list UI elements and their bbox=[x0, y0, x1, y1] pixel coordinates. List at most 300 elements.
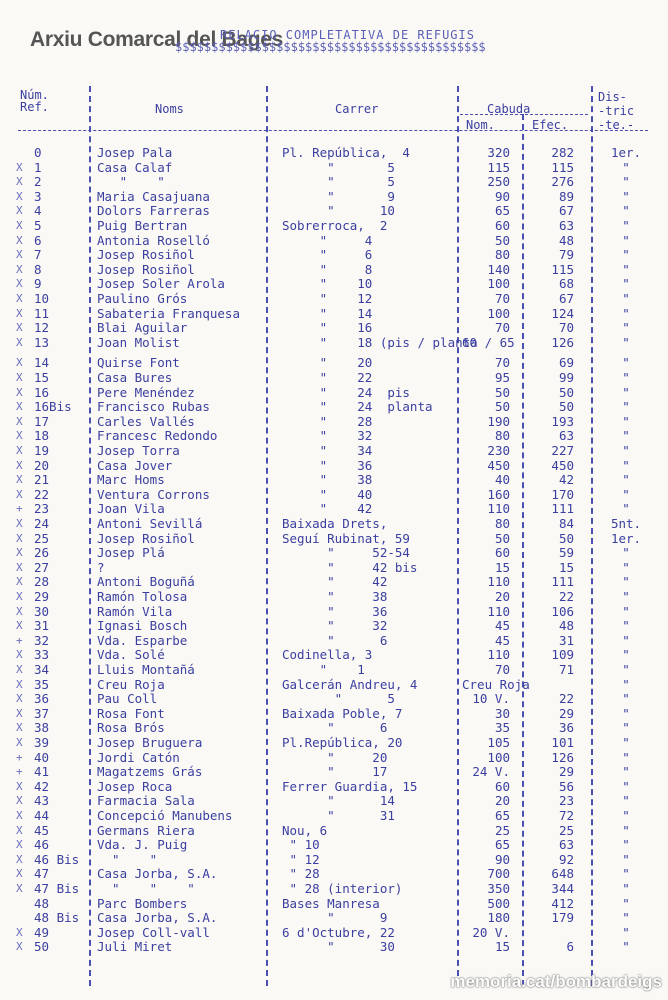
row-ref: 30 bbox=[34, 603, 50, 619]
row-capacity-effective: 111 bbox=[551, 574, 574, 590]
row-mark: X bbox=[16, 604, 23, 618]
row-capacity-nominal: 450 bbox=[487, 457, 510, 473]
table-row bbox=[0, 765, 668, 779]
row-mark: X bbox=[16, 692, 23, 706]
row-capacity-nominal: 60 bbox=[494, 778, 510, 794]
row-capacity-effective: 344 bbox=[551, 881, 574, 896]
row-mark: X bbox=[16, 925, 23, 939]
row-capacity-nominal: 90 bbox=[494, 188, 510, 204]
row-capacity-nominal: 30 bbox=[494, 705, 510, 721]
row-ref: 12 bbox=[34, 320, 50, 336]
header-districte-2: -tric bbox=[598, 104, 635, 118]
row-name: Quirse Font bbox=[97, 355, 180, 371]
row-ref: 23 bbox=[34, 501, 50, 517]
row-capacity-effective: 111 bbox=[551, 501, 574, 517]
row-capacity-nominal: 80 bbox=[494, 428, 510, 444]
row-capacity-nominal: 65 bbox=[494, 203, 510, 219]
row-capacity-nominal: 50 bbox=[494, 399, 510, 415]
row-capacity-effective: 22 bbox=[558, 691, 574, 707]
row-mark: X bbox=[16, 458, 23, 472]
row-name: Blai Aguilar bbox=[97, 320, 188, 336]
row-capacity-nominal: 65 bbox=[494, 808, 510, 823]
row-name: Paulino Grós bbox=[97, 291, 188, 306]
row-street: " 28 (interior) bbox=[282, 881, 403, 896]
row-street: " 38 bbox=[282, 472, 373, 488]
row-ref: 26 bbox=[34, 545, 50, 561]
row-mark: X bbox=[16, 867, 23, 881]
row-capacity-nominal: 70 bbox=[494, 355, 510, 371]
row-mark: X bbox=[16, 794, 23, 808]
table-row bbox=[0, 736, 668, 750]
row-district: " bbox=[622, 720, 630, 736]
row-district: " bbox=[622, 276, 630, 292]
row-mark: + bbox=[16, 502, 23, 516]
row-mark: X bbox=[16, 277, 23, 291]
row-mark: X bbox=[16, 823, 23, 837]
row-street: " 52-54 bbox=[282, 545, 410, 561]
row-street: " 6 bbox=[282, 632, 388, 648]
row-ref: 32 bbox=[34, 632, 50, 648]
row-street: " 12 bbox=[282, 851, 320, 867]
row-mark: X bbox=[16, 414, 23, 428]
row-district: " bbox=[622, 486, 630, 502]
header-cabuda-efec: Efec. bbox=[532, 118, 569, 132]
row-name: Ramón Vila bbox=[97, 603, 173, 619]
row-capacity-nominal: 110 bbox=[487, 501, 510, 517]
row-capacity-nominal: 25 bbox=[494, 822, 510, 838]
row-capacity-effective: 109 bbox=[551, 647, 574, 663]
table-row bbox=[0, 619, 668, 633]
row-mark: X bbox=[16, 400, 23, 414]
row-capacity-nominal: 50 bbox=[494, 232, 510, 248]
document-heading: RELACIO COMPLETATIVA DE REFUGIS bbox=[220, 28, 475, 42]
row-name: Casa Bures bbox=[97, 370, 173, 385]
row-ref: 10 bbox=[34, 291, 50, 306]
row-ref: 18 bbox=[34, 428, 50, 444]
row-capacity-nominal: 140 bbox=[487, 261, 510, 277]
row-ref: 2 bbox=[34, 174, 42, 190]
row-capacity-nominal: 95 bbox=[494, 370, 510, 385]
row-name: Farmacia Sala bbox=[97, 793, 195, 809]
row-capacity-effective: 450 bbox=[551, 457, 574, 473]
row-district: " bbox=[622, 778, 630, 794]
row-district: " bbox=[622, 589, 630, 604]
row-street: " 22 bbox=[282, 370, 373, 385]
row-ref: 45 bbox=[34, 822, 50, 838]
row-ref: 37 bbox=[34, 705, 50, 721]
row-ref: 13 bbox=[34, 334, 50, 350]
table-row bbox=[0, 371, 668, 385]
row-name: Rosa Font bbox=[97, 705, 165, 721]
row-ref: 16 bbox=[34, 384, 50, 400]
table-row bbox=[0, 502, 668, 516]
row-ref: 11 bbox=[34, 305, 50, 321]
row-district: " bbox=[622, 320, 630, 336]
row-capacity-nominal: 60 bbox=[494, 218, 510, 233]
row-name: Lluis Montañá bbox=[97, 662, 195, 677]
row-capacity-nominal: 500 bbox=[487, 895, 510, 911]
row-mark: X bbox=[16, 619, 23, 633]
row-name: Josep Torra bbox=[97, 443, 180, 458]
row-name: Parc Bombers bbox=[97, 895, 188, 911]
row-ref: 44 bbox=[34, 808, 50, 823]
row-capacity-effective: 193 bbox=[551, 413, 574, 429]
row-district: " bbox=[622, 545, 630, 561]
row-capacity-nominal: 20 bbox=[494, 793, 510, 809]
row-district: 5nt. bbox=[610, 516, 642, 531]
row-capacity-effective: 50 bbox=[558, 530, 574, 546]
table-row bbox=[0, 444, 668, 458]
row-district: " bbox=[622, 457, 630, 473]
row-ref: 47 Bis bbox=[34, 881, 80, 896]
table-row bbox=[0, 751, 668, 765]
row-mark: X bbox=[16, 175, 23, 189]
row-ref: 24 bbox=[34, 516, 50, 531]
row-name: Jordi Catón bbox=[97, 749, 180, 765]
row-ref: 3 bbox=[34, 188, 42, 204]
row-ref: 28 bbox=[34, 574, 50, 590]
table-row bbox=[0, 356, 668, 370]
row-district: " bbox=[622, 291, 630, 306]
row-name: Sabateria Franquesa bbox=[97, 305, 240, 321]
row-capacity-effective: 170 bbox=[551, 486, 574, 502]
row-district: " bbox=[622, 203, 630, 219]
row-mark: X bbox=[16, 204, 23, 218]
table-row bbox=[0, 780, 668, 794]
row-capacity-nominal: 230 bbox=[487, 443, 510, 458]
row-capacity-effective: 50 bbox=[558, 399, 574, 415]
row-name: Josep Coll-vall bbox=[97, 924, 210, 940]
row-capacity-nominal: 115 bbox=[487, 159, 510, 175]
row-district: " bbox=[622, 355, 630, 371]
cabuda-rule bbox=[460, 114, 588, 115]
row-mark: X bbox=[16, 940, 23, 954]
table-row bbox=[0, 721, 668, 735]
row-capacity-effective: 124 bbox=[551, 305, 574, 321]
row-ref: 36 bbox=[34, 691, 50, 707]
row-ref: 29 bbox=[34, 589, 50, 604]
row-mark: X bbox=[16, 531, 23, 545]
row-capacity-effective: 63 bbox=[558, 837, 574, 853]
row-capacity-nominal: 45 bbox=[494, 632, 510, 648]
row-capacity-nominal: 60 bbox=[494, 545, 510, 561]
row-capacity-nominal: 105 bbox=[487, 735, 510, 750]
header-districte-3: -te.- bbox=[598, 118, 635, 132]
table-row bbox=[0, 517, 668, 531]
row-district: " bbox=[622, 188, 630, 204]
site-watermark: memoria.cat/bombardeigs bbox=[450, 972, 662, 991]
row-name: Carles Vallés bbox=[97, 413, 195, 429]
row-street: " 6 bbox=[282, 247, 373, 263]
row-district: " bbox=[622, 218, 630, 233]
table-row bbox=[0, 175, 668, 189]
row-mark: X bbox=[16, 575, 23, 589]
row-ref: 39 bbox=[34, 735, 50, 750]
row-capacity-effective: 22 bbox=[558, 589, 574, 604]
row-street: " 32 bbox=[282, 618, 388, 634]
row-capacity-effective: 71 bbox=[558, 662, 574, 677]
header-rule bbox=[18, 130, 648, 131]
row-street: " 42 bbox=[282, 574, 388, 590]
row-street: 6 d'Octubre, 22 bbox=[282, 924, 395, 940]
table-row bbox=[0, 707, 668, 721]
row-ref: 0 bbox=[34, 145, 42, 160]
row-capacity-effective: 31 bbox=[558, 632, 574, 648]
row-street: " 4 bbox=[282, 232, 373, 248]
row-capacity-nominal: 15 bbox=[494, 939, 510, 955]
row-ref: 19 bbox=[34, 443, 50, 458]
row-name: Juli Miret bbox=[97, 939, 173, 955]
row-district: " bbox=[622, 939, 630, 955]
table-row bbox=[0, 692, 668, 706]
row-name: Antoni Boguñá bbox=[97, 574, 195, 590]
row-name: Casa Jover bbox=[97, 457, 173, 473]
table-row bbox=[0, 321, 668, 335]
row-name: Ignasi Bosch bbox=[97, 618, 188, 634]
row-ref: 15 bbox=[34, 370, 50, 385]
row-name: Josep Plá bbox=[97, 545, 165, 561]
row-capacity-effective: 59 bbox=[558, 545, 574, 561]
header-ref: Ref. bbox=[20, 100, 49, 114]
row-ref: 16Bis bbox=[34, 399, 72, 415]
row-capacity-nominal: 10 V. bbox=[472, 691, 510, 707]
table-row bbox=[0, 219, 668, 233]
row-ref: 7 bbox=[34, 247, 42, 263]
row-district: " bbox=[622, 705, 630, 721]
row-capacity-effective: 92 bbox=[558, 851, 574, 867]
row-name: Ventura Corrons bbox=[97, 486, 210, 502]
row-capacity-effective: 115 bbox=[551, 159, 574, 175]
row-street: " 12 bbox=[282, 291, 373, 306]
row-mark: X bbox=[16, 385, 23, 399]
row-name: ? bbox=[97, 559, 105, 575]
row-district: " bbox=[622, 764, 630, 780]
table-row bbox=[0, 926, 668, 940]
row-mark: X bbox=[16, 779, 23, 793]
table-row bbox=[0, 590, 668, 604]
row-capacity-effective: 99 bbox=[558, 370, 574, 385]
row-capacity-effective: 227 bbox=[551, 443, 574, 458]
row-capacity-nominal: 320 bbox=[487, 145, 510, 160]
row-capacity-effective: 15 bbox=[558, 559, 574, 575]
row-name: Josep Bruguera bbox=[97, 735, 203, 750]
row-capacity-effective: 63 bbox=[558, 218, 574, 233]
row-ref: 50 bbox=[34, 939, 50, 955]
row-street: " 32 bbox=[282, 428, 373, 444]
row-name: Casa Calaf bbox=[97, 159, 173, 175]
row-district: " bbox=[622, 822, 630, 838]
row-ref: 49 bbox=[34, 924, 50, 940]
row-district: " bbox=[622, 232, 630, 248]
row-street: " 38 bbox=[282, 589, 388, 604]
heading-underline: $$$$$$$$$$$$$$$$$$$$$$$$$$$$$$$$$$$$$$$$$$$ bbox=[175, 40, 486, 54]
row-mark: X bbox=[16, 736, 23, 749]
row-name: " " " bbox=[97, 881, 195, 896]
table-row bbox=[0, 263, 668, 277]
row-district: " bbox=[622, 910, 630, 926]
row-name: Marc Homs bbox=[97, 472, 165, 488]
table-row bbox=[0, 292, 668, 306]
row-mark: X bbox=[16, 371, 23, 384]
row-ref: 33 bbox=[34, 647, 50, 663]
row-street: " 10 bbox=[282, 203, 395, 219]
row-mark: X bbox=[16, 517, 23, 530]
table-row bbox=[0, 336, 668, 350]
row-capacity-nominal: 80 bbox=[494, 516, 510, 531]
row-district: " bbox=[622, 399, 630, 415]
table-row bbox=[0, 634, 668, 648]
table-row bbox=[0, 204, 668, 218]
row-name: " " bbox=[97, 174, 165, 190]
header-noms: Noms bbox=[155, 102, 184, 116]
row-street: Pl. República, 4 bbox=[282, 145, 410, 160]
row-capacity-effective: 126 bbox=[551, 749, 574, 765]
table-row bbox=[0, 678, 668, 692]
row-capacity-nominal: 110 bbox=[487, 603, 510, 619]
row-mark: X bbox=[16, 677, 23, 691]
row-district: " bbox=[622, 603, 630, 619]
row-mark: + bbox=[16, 633, 23, 647]
row-ref: 22 bbox=[34, 486, 50, 502]
row-street: Baixada Drets, bbox=[282, 516, 388, 531]
table-row bbox=[0, 161, 668, 175]
row-name: Antonia Roselló bbox=[97, 232, 210, 248]
table-row bbox=[0, 277, 668, 291]
row-street: " 42 bis bbox=[282, 559, 418, 575]
row-street: " 28 bbox=[282, 413, 373, 429]
row-capacity-nominal: 60 / 65 bbox=[462, 334, 515, 350]
row-mark: X bbox=[16, 444, 23, 457]
table-row bbox=[0, 867, 668, 881]
row-capacity-nominal: 350 bbox=[487, 881, 510, 896]
row-name: Josep Pala bbox=[97, 145, 173, 160]
row-capacity-nominal: 160 bbox=[487, 486, 510, 502]
row-mark: X bbox=[16, 560, 23, 574]
row-street: " 9 bbox=[282, 910, 388, 926]
row-ref: 41 bbox=[34, 764, 50, 780]
row-ref: 38 bbox=[34, 720, 50, 736]
row-capacity-nominal: 50 bbox=[494, 530, 510, 546]
header-carrer: Carrer bbox=[335, 102, 379, 116]
row-district: " bbox=[622, 924, 630, 940]
table-row bbox=[0, 488, 668, 502]
row-street: " 14 bbox=[282, 793, 395, 809]
row-ref: 35 bbox=[34, 676, 50, 692]
row-street: " 18 (pis / planta bbox=[282, 334, 478, 350]
row-district: " bbox=[622, 305, 630, 321]
row-district: " bbox=[622, 247, 630, 263]
row-name: Francisco Rubas bbox=[97, 399, 210, 415]
row-mark: + bbox=[16, 750, 23, 764]
table-row bbox=[0, 190, 668, 204]
table-row bbox=[0, 429, 668, 443]
row-name: Josep Rosiñol bbox=[97, 261, 195, 277]
row-capacity-effective: 42 bbox=[558, 472, 574, 488]
row-ref: 25 bbox=[34, 530, 50, 546]
row-mark: X bbox=[16, 189, 23, 203]
row-mark: X bbox=[16, 852, 23, 866]
row-street: " 9 bbox=[282, 188, 395, 204]
row-street: Sobrerroca, 2 bbox=[282, 218, 388, 233]
row-mark: X bbox=[16, 292, 23, 305]
row-mark: X bbox=[16, 160, 23, 174]
row-capacity-effective: 412 bbox=[551, 895, 574, 911]
row-ref: 43 bbox=[34, 793, 50, 809]
row-capacity-effective: 29 bbox=[558, 705, 574, 721]
table-row bbox=[0, 882, 668, 896]
row-district: " bbox=[622, 428, 630, 444]
row-capacity-effective: 89 bbox=[558, 188, 574, 204]
row-capacity-effective: 115 bbox=[551, 261, 574, 277]
row-street: Seguí Rubinat, 59 bbox=[282, 530, 410, 546]
row-street: " 17 bbox=[282, 764, 388, 780]
row-ref: 40 bbox=[34, 749, 50, 765]
header-districte-1: Dis- bbox=[598, 90, 627, 104]
row-capacity-nominal: 100 bbox=[487, 276, 510, 292]
table-row bbox=[0, 853, 668, 867]
row-ref: 1 bbox=[34, 159, 42, 175]
row-district: " bbox=[622, 501, 630, 517]
row-capacity-effective: 68 bbox=[558, 276, 574, 292]
row-street: " 28 bbox=[282, 866, 320, 882]
row-capacity-effective: 179 bbox=[551, 910, 574, 926]
table-row bbox=[0, 400, 668, 414]
row-capacity-effective: 648 bbox=[551, 866, 574, 882]
row-capacity-nominal: 100 bbox=[487, 749, 510, 765]
row-name: Josep Roca bbox=[97, 778, 173, 794]
row-ref: 5 bbox=[34, 218, 42, 233]
row-district: " bbox=[622, 384, 630, 400]
table-row bbox=[0, 248, 668, 262]
row-ref: 48 Bis bbox=[34, 910, 80, 926]
table-row bbox=[0, 415, 668, 429]
table-row bbox=[0, 459, 668, 473]
row-district: 1er. bbox=[610, 145, 642, 160]
row-street: " 5 bbox=[282, 174, 395, 190]
row-street: " 6 bbox=[282, 720, 388, 736]
row-ref: 31 bbox=[34, 618, 50, 634]
row-street: Baixada Poble, 7 bbox=[282, 705, 403, 721]
row-capacity-effective: 101 bbox=[551, 735, 574, 750]
row-district: " bbox=[622, 851, 630, 867]
row-capacity-nominal: 110 bbox=[487, 647, 510, 663]
row-capacity-nominal: 35 bbox=[494, 720, 510, 736]
row-mark: X bbox=[16, 590, 23, 603]
row-capacity-nominal: 70 bbox=[494, 320, 510, 336]
row-name: Joan Vila bbox=[97, 501, 165, 517]
table-row bbox=[0, 575, 668, 589]
row-district: 1er. bbox=[610, 530, 642, 546]
row-capacity-effective: 6 bbox=[566, 939, 574, 955]
row-name: Vda. Solé bbox=[97, 647, 165, 663]
row-capacity-effective: 282 bbox=[551, 145, 574, 160]
row-ref: 27 bbox=[34, 559, 50, 575]
row-district: " bbox=[622, 261, 630, 277]
row-street: " 16 bbox=[282, 320, 373, 336]
row-name: Pere Menéndez bbox=[97, 384, 195, 400]
row-name: Vda. Esparbe bbox=[97, 632, 188, 648]
row-ref: 4 bbox=[34, 203, 42, 219]
row-mark: X bbox=[16, 429, 23, 443]
row-mark: X bbox=[16, 335, 23, 349]
row-name: Maria Casajuana bbox=[97, 188, 210, 204]
row-capacity-nominal: 70 bbox=[494, 662, 510, 677]
row-ref: 17 bbox=[34, 413, 50, 429]
row-mark: X bbox=[16, 473, 23, 487]
row-capacity-nominal: 110 bbox=[487, 574, 510, 590]
row-district: " bbox=[622, 370, 630, 385]
row-capacity-effective: 56 bbox=[558, 778, 574, 794]
